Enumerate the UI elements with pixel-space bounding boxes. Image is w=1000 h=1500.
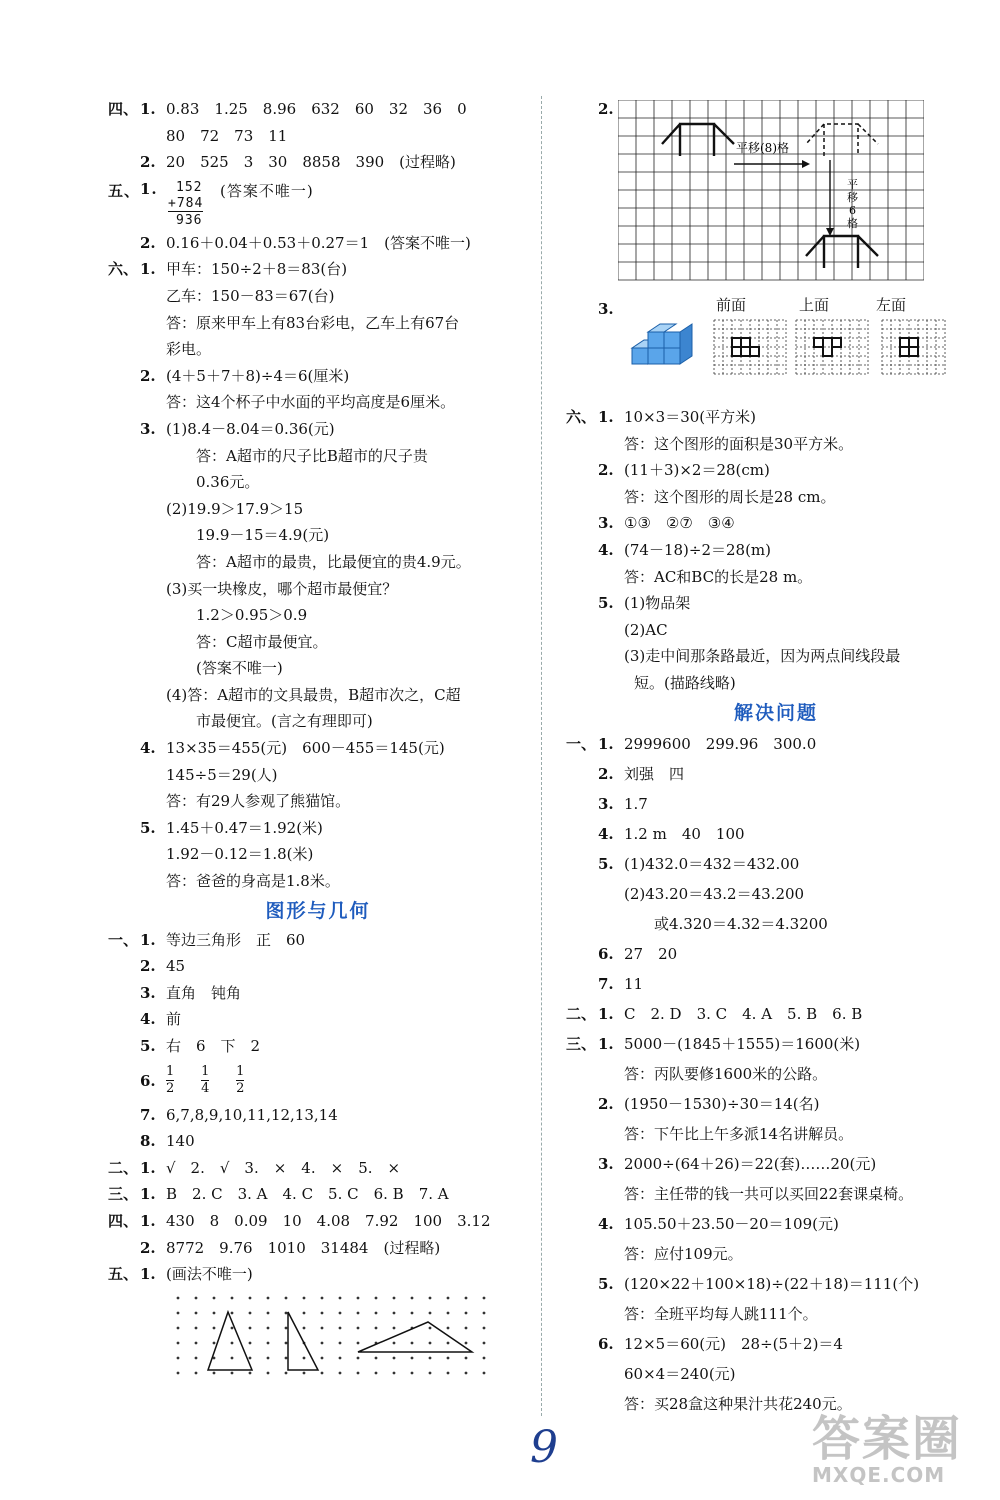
question-number: 5. <box>598 854 614 873</box>
question-number: 5. <box>598 1274 614 1293</box>
answer-text: 19.9－15＝4.9(元) <box>196 526 330 545</box>
answer-text: 1.45＋0.47＝1.92(米) <box>166 818 323 837</box>
right-triangle <box>288 1312 318 1370</box>
answer-text: 甲车：150÷2＋8＝83(台) <box>166 260 348 279</box>
question-number: 1. <box>598 408 614 426</box>
question-number: 5. <box>140 1037 156 1055</box>
fraction-answers <box>166 1064 266 1097</box>
answer-text: 12×5＝60(元) 28÷(5＋2)＝4 <box>624 1334 843 1353</box>
answer-text: 答：丙队要修1600米的公路。 <box>624 1064 828 1083</box>
answer-text: 短。(描路线略) <box>634 673 736 692</box>
answer-text: 1.92－0.12＝1.8(米) <box>166 845 314 864</box>
answer-line <box>108 841 528 868</box>
question-number: 3. <box>140 983 156 1002</box>
answer-line <box>108 1235 528 1262</box>
answer-text: 6,7,8,9,10,11,12,13,14 <box>166 1105 338 1124</box>
answer-line <box>566 1089 986 1119</box>
answer-text: 答：这4个杯子中水面的平均高度是6厘米。 <box>166 393 456 412</box>
answer-text: 答：主任带的钱一共可以买回22套课桌椅。 <box>624 1184 914 1203</box>
question-number: 8. <box>140 1132 156 1151</box>
answer-line <box>108 549 528 576</box>
answer-line <box>566 909 986 939</box>
answer-line <box>108 980 528 1007</box>
answer-line <box>108 927 528 954</box>
question-number: 1. <box>140 930 156 949</box>
answer-line <box>108 868 528 895</box>
answer-text: √ 2. √ 3. × 4. × 5. × <box>166 1158 401 1177</box>
answer-text: 60×4＝240(元) <box>624 1364 736 1383</box>
answer-line <box>108 1208 528 1235</box>
answer-line <box>566 1029 986 1059</box>
answer-line <box>566 969 986 999</box>
fraction <box>166 1064 174 1097</box>
answer-line <box>108 1033 528 1060</box>
answer-line <box>108 256 528 283</box>
answer-text: (2)AC <box>624 620 668 639</box>
answer-line <box>108 602 528 629</box>
question-number: 2. <box>598 100 614 118</box>
answer-line <box>566 1209 986 1239</box>
denominator: 4 <box>201 1080 210 1096</box>
answer-text: 答：A超市的尺子比B超市的尺子贵 <box>196 446 428 465</box>
answer-line <box>108 682 528 709</box>
answer-line <box>108 522 528 549</box>
question-number: 1. <box>140 179 158 198</box>
answer-line <box>108 443 528 470</box>
question-number: 6. <box>598 944 614 963</box>
answer-line <box>108 1181 528 1208</box>
translation-question <box>566 96 986 296</box>
shift-label-v: 平 <box>847 178 858 191</box>
answer-line <box>566 1329 986 1359</box>
question-number: 2. <box>140 957 156 976</box>
answer-note: (答案不唯一) <box>220 181 314 200</box>
answer-line <box>566 999 986 1029</box>
watermark-url: MXQE.COM <box>812 1463 946 1487</box>
three-views-figure <box>626 316 946 386</box>
answer-line <box>108 416 528 443</box>
answer-text: 8772 9.76 1010 31484 (过程略) <box>166 1238 441 1257</box>
answer-line <box>566 1299 986 1329</box>
answer-text: 0.16＋0.04＋0.53＋0.27＝1 (答案不唯一) <box>166 233 471 252</box>
answer-line <box>566 537 986 564</box>
answer-text: 答：C超市最便宜。 <box>196 632 328 651</box>
answer-line <box>108 788 528 815</box>
answer-line <box>566 564 986 591</box>
watermark-text: 答案圈 <box>812 1411 963 1467</box>
answer-line <box>108 1006 528 1033</box>
answer-text: 1.2＞0.95＞0.9 <box>196 606 308 625</box>
question-number: 3. <box>598 300 614 318</box>
question-number: 6. <box>140 1071 156 1090</box>
answer-line <box>108 655 528 682</box>
view-label-front: 前面 <box>716 296 747 314</box>
vertical-addition <box>108 176 528 230</box>
answer-line <box>108 953 528 980</box>
answer-line <box>108 230 528 257</box>
question-number: 4. <box>598 540 614 559</box>
answer-line <box>566 431 986 458</box>
answer-line <box>566 819 986 849</box>
question-number: 4. <box>140 739 156 758</box>
question-number: 1. <box>140 1211 156 1230</box>
question-number: 1. <box>140 1265 156 1284</box>
answer-text: 答：应付109元。 <box>624 1244 743 1263</box>
answer-text: 刘强 四 <box>624 764 685 783</box>
answer-text: 前 <box>166 1010 182 1029</box>
cube-stack-icon <box>632 324 692 364</box>
section-label: 四、 <box>108 100 139 118</box>
answer-text: 答：买28盒这种果汁共花240元。 <box>624 1394 852 1413</box>
question-number: 2. <box>140 153 156 172</box>
answer-line <box>566 759 986 789</box>
shift-label-h: 平移(8)格 <box>736 141 789 155</box>
answer-line <box>566 1119 986 1149</box>
question-number: 1. <box>598 1004 614 1023</box>
answer-line <box>108 1128 528 1155</box>
answer-text: 乙车：150－83＝67(台) <box>166 286 335 305</box>
answer-line <box>566 729 986 759</box>
answer-text: 答：这个图形的面积是30平方米。 <box>624 434 854 453</box>
answer-line <box>566 1179 986 1209</box>
answer-text: (画法不唯一) <box>166 1265 253 1284</box>
answer-text: (74－18)÷2＝28(m) <box>624 540 772 559</box>
shifted-shape-dashed <box>806 124 878 156</box>
section-label: 四、 <box>108 1211 139 1230</box>
answer-line <box>108 336 528 363</box>
answer-line <box>108 283 528 310</box>
answer-text: 2000÷(64＋26)＝22(套)……20(元) <box>624 1154 877 1173</box>
answer-line <box>108 815 528 842</box>
question-number: 4. <box>598 824 614 843</box>
translation-grid-figure <box>618 100 924 290</box>
column-divider <box>541 96 542 1416</box>
answer-text: 27 20 <box>624 944 678 963</box>
answer-text: 430 8 0.09 10 4.08 7.92 100 3.12 <box>166 1211 491 1230</box>
answer-text: (2)43.20＝43.2＝43.200 <box>624 884 805 903</box>
question-number: 1. <box>140 1185 156 1204</box>
section-heading: 解决问题 <box>733 701 818 724</box>
answer-line <box>566 643 986 670</box>
answer-text: 彩电。 <box>166 340 212 359</box>
answer-line <box>566 1269 986 1299</box>
answer-text: ①③ ②⑦ ③④ <box>624 514 735 533</box>
answer-text: 答：AC和BC的长是28 m。 <box>624 567 813 586</box>
addend-top: 152 <box>176 179 203 195</box>
answer-line <box>566 670 986 697</box>
question-number: 7. <box>598 974 614 993</box>
left-column <box>108 96 528 1382</box>
question-number: 1. <box>598 734 614 753</box>
section-label: 二、 <box>566 1004 597 1023</box>
answer-text: 右 6 下 2 <box>166 1037 261 1055</box>
answer-text: 11 <box>624 974 644 993</box>
addend-bottom: +784 <box>168 195 204 211</box>
section-label: 一、 <box>566 734 597 753</box>
answer-text: 0.36元。 <box>196 473 260 492</box>
question-number: 2. <box>140 1238 156 1257</box>
answer-text: (120×22＋100×18)÷(22＋18)＝111(个) <box>624 1274 920 1293</box>
answer-line <box>108 496 528 523</box>
question-number: 3. <box>598 794 614 813</box>
answer-line <box>108 629 528 656</box>
numerator: 1 <box>236 1063 245 1079</box>
answer-text: 13×35＝455(元) 600－455＝145(元) <box>166 739 445 758</box>
section-label: 三、 <box>108 1185 139 1204</box>
answer-text: (1)物品架 <box>624 594 691 613</box>
view-label-top: 上面 <box>799 296 830 314</box>
answer-text: 45 <box>166 957 186 976</box>
answer-text: (4＋5＋7＋8)÷4＝6(厘米) <box>166 366 350 385</box>
section-label: 一、 <box>108 930 139 949</box>
answer-text: 10×3＝30(平方米) <box>624 408 756 426</box>
answer-text: 答：原来甲车上有83台彩电，乙车上有67台 <box>166 313 460 332</box>
question-number: 1. <box>598 1034 614 1053</box>
answer-line <box>108 1155 528 1182</box>
answer-line <box>108 310 528 337</box>
answer-line <box>108 762 528 789</box>
answer-line <box>108 469 528 496</box>
answer-line <box>566 789 986 819</box>
answer-text: 答：全班平均每人跳111个。 <box>624 1304 818 1323</box>
answer-text: 20 525 3 30 8858 390 (过程略) <box>166 153 456 172</box>
question-number: 2. <box>598 461 614 480</box>
question-number: 6. <box>598 1334 614 1353</box>
answer-text: 1.7 <box>624 794 648 813</box>
answer-line <box>566 457 986 484</box>
triangle-dot-grid-figure <box>170 1292 500 1378</box>
answer-text: 答：下午比上午多派14名讲解员。 <box>624 1124 854 1143</box>
answer-text: 80 72 73 11 <box>166 126 288 145</box>
answer-line <box>566 510 986 537</box>
arrow-head-icon <box>802 160 810 168</box>
answer-line <box>566 1149 986 1179</box>
question-number: 1. <box>140 100 156 118</box>
answer-text: 答：爸爸的身高是1.8米。 <box>166 872 340 891</box>
answer-text: 105.50＋23.50－20＝109(元) <box>624 1214 839 1233</box>
right-column <box>566 96 986 1419</box>
answer-line <box>566 1059 986 1089</box>
top-view-shape <box>814 338 841 356</box>
section-heading: 图形与几何 <box>265 899 371 922</box>
answer-text: 1.2 m 40 100 <box>624 824 745 843</box>
watermark-logo <box>812 1400 962 1487</box>
answer-line <box>566 1359 986 1389</box>
answer-text: 2999600 299.96 300.0 <box>624 734 817 753</box>
answer-line <box>108 123 528 150</box>
question-number: 1. <box>140 1158 156 1177</box>
page-number: 9 <box>530 1422 558 1473</box>
shift-label-v: 移 <box>847 191 858 204</box>
question-number: 2. <box>598 1094 614 1113</box>
question-number: 5. <box>598 594 614 613</box>
denominator: 2 <box>166 1080 175 1096</box>
answer-line <box>566 879 986 909</box>
answer-line <box>108 708 528 735</box>
answer-line <box>566 939 986 969</box>
acute-triangle <box>208 1312 252 1370</box>
answer-text: 0.83 1.25 8.96 632 60 32 36 0 <box>166 100 467 118</box>
section-label: 二、 <box>108 1158 139 1177</box>
answer-line <box>108 1102 528 1129</box>
answer-line <box>108 96 528 123</box>
answer-text: 145÷5＝29(人) <box>166 765 278 784</box>
question-number: 3. <box>140 419 156 438</box>
answer-text: (1950－1530)÷30＝14(名) <box>624 1094 820 1113</box>
sum-result: 936 <box>176 212 203 228</box>
answer-line <box>566 617 986 644</box>
views-question <box>566 296 986 404</box>
section-label: 五、 <box>108 181 141 200</box>
section-label: 五、 <box>108 1265 139 1284</box>
view-label-left: 左面 <box>876 296 907 314</box>
answer-line <box>108 149 528 176</box>
section-label: 六、 <box>108 260 139 279</box>
moved-shape <box>806 236 878 268</box>
answer-text: B 2. C 3. A 4. C 5. C 6. B 7. A <box>166 1185 449 1204</box>
denominator: 2 <box>236 1080 245 1096</box>
answer-text: 答：A超市的最贵，比最便宜的贵4.9元。 <box>196 552 471 571</box>
answer-text: 答：有29人参观了熊猫馆。 <box>166 792 351 811</box>
answer-line <box>566 849 986 879</box>
answer-text: 直角 钝角 <box>166 983 242 1002</box>
answer-text: (3)走中间那条路最近，因为两点间线段最 <box>624 647 901 666</box>
answer-text: 140 <box>166 1132 195 1151</box>
answer-text: (1)432.0＝432＝432.00 <box>624 854 800 873</box>
shift-label-v: 格 <box>847 217 858 230</box>
answer-text: 或4.320＝4.32＝4.3200 <box>654 914 828 933</box>
answer-line <box>108 735 528 762</box>
question-number: 2. <box>140 366 156 385</box>
front-view-shape <box>732 338 759 356</box>
question-number: 3. <box>598 1154 614 1173</box>
answer-text: (3)买一块橡皮，哪个超市最便宜？ <box>166 579 398 598</box>
question-number: 7. <box>140 1105 156 1124</box>
answer-line <box>108 389 528 416</box>
answer-line <box>566 1239 986 1269</box>
left-view-shape <box>900 338 918 356</box>
answer-text: 市最便宜。(言之有理即可) <box>196 712 373 731</box>
question-number: 2. <box>598 764 614 783</box>
obtuse-triangle <box>358 1322 472 1352</box>
answer-line <box>566 590 986 617</box>
fraction <box>236 1064 244 1097</box>
question-number: 5. <box>140 818 156 837</box>
answer-line <box>108 363 528 390</box>
answer-text: (1)8.4－8.04＝0.36(元) <box>166 419 335 438</box>
question-number: 3. <box>598 514 614 533</box>
fraction <box>201 1064 209 1097</box>
question-number: 2. <box>140 233 156 252</box>
answer-line <box>108 1060 528 1102</box>
answer-line <box>108 1261 528 1288</box>
answer-line <box>108 576 528 603</box>
numerator: 1 <box>166 1063 175 1079</box>
answer-text: 5000－(1845＋1555)＝1600(米) <box>624 1034 861 1053</box>
answer-text: 答：这个图形的周长是28 cm。 <box>624 487 836 506</box>
question-number: 4. <box>598 1214 614 1233</box>
shift-label-v: 6 <box>849 204 856 217</box>
answer-text: (2)19.9＞17.9＞15 <box>166 499 304 518</box>
answer-text: 等边三角形 正 60 <box>166 930 306 949</box>
numerator: 1 <box>201 1063 210 1079</box>
section-label: 六、 <box>566 408 597 426</box>
answer-line <box>566 404 986 431</box>
section-label: 三、 <box>566 1034 597 1053</box>
question-number: 4. <box>140 1010 156 1029</box>
answer-text: (11＋3)×2＝28(cm) <box>624 461 770 480</box>
original-shape <box>662 124 734 156</box>
answer-text: C 2. D 3. C 4. A 5. B 6. B <box>624 1004 863 1023</box>
answer-line <box>566 484 986 511</box>
answer-text: (4)答：A超市的文具最贵，B超市次之，C超 <box>166 685 461 704</box>
question-number: 1. <box>140 260 156 279</box>
answer-text: (答案不唯一) <box>196 659 283 678</box>
